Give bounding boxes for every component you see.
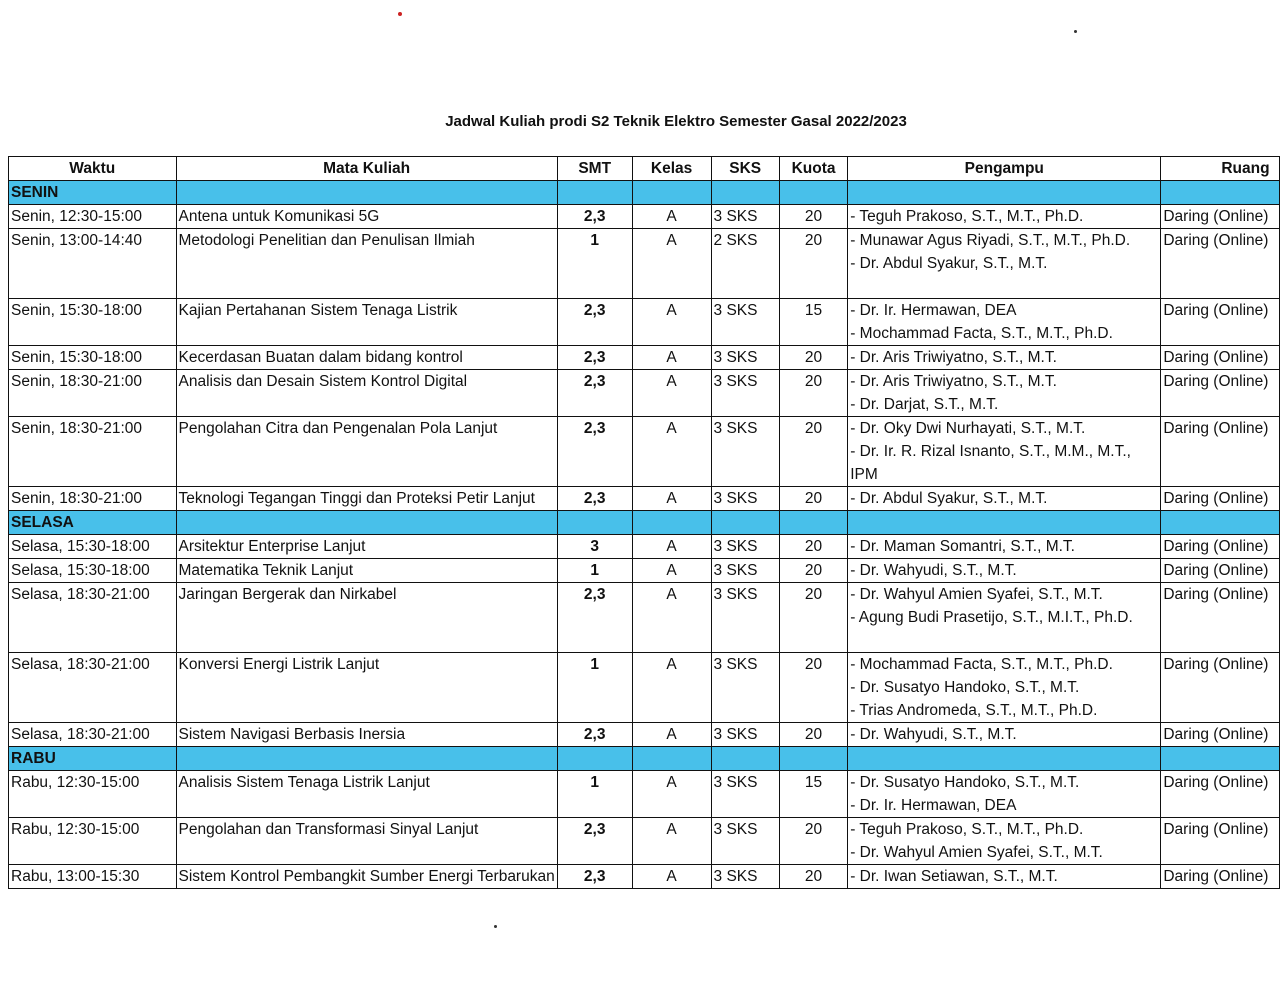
cell-kuota: 20 bbox=[779, 205, 847, 229]
day-label: SENIN bbox=[9, 181, 177, 205]
cell-kelas: A bbox=[632, 487, 711, 511]
cell-ruang: Daring (Online) bbox=[1161, 535, 1280, 559]
cell-sks: 3 SKS bbox=[711, 723, 779, 747]
cell-pengampu bbox=[848, 487, 1161, 511]
cell-sks: 3 SKS bbox=[711, 487, 779, 511]
pengampu-line: - Dr. Ir. R. Rizal Isnanto, S.T., M.M., M.T., bbox=[850, 443, 1131, 460]
cell-kelas: A bbox=[632, 417, 711, 487]
cell-pengampu bbox=[848, 346, 1161, 370]
table-row bbox=[9, 771, 1280, 818]
cell-kelas: A bbox=[632, 229, 711, 299]
cell-pengampu bbox=[848, 771, 1161, 818]
col-header-mata-kuliah: Mata Kuliah bbox=[176, 157, 557, 181]
page-title: Jadwal Kuliah prodi S2 Teknik Elektro Semester Gasal 2022/2023 bbox=[445, 113, 907, 130]
col-header-smt: SMT bbox=[557, 157, 632, 181]
pengampu-line: - Dr. Wahyul Amien Syafei, S.T., M.T. bbox=[850, 586, 1103, 603]
day-row-cell bbox=[711, 181, 779, 205]
scan-speck bbox=[494, 925, 497, 928]
pengampu-line: - Dr. Wahyudi, S.T., M.T. bbox=[850, 562, 1017, 579]
col-header-ruang: Ruang bbox=[1161, 157, 1280, 181]
cell-ruang: Daring (Online) bbox=[1161, 417, 1280, 487]
cell-kelas: A bbox=[632, 535, 711, 559]
pengampu-line: - Teguh Prakoso, S.T., M.T., Ph.D. bbox=[850, 208, 1084, 225]
cell-kelas: A bbox=[632, 299, 711, 346]
pengampu-line: IPM bbox=[850, 466, 878, 483]
col-header-kelas: Kelas bbox=[632, 157, 711, 181]
cell-pengampu bbox=[848, 205, 1161, 229]
cell-pengampu bbox=[848, 583, 1161, 653]
cell-sks: 3 SKS bbox=[711, 583, 779, 653]
cell-waktu: Selasa, 18:30-21:00 bbox=[9, 653, 177, 723]
cell-mata-kuliah: Analisis dan Desain Sistem Kontrol Digital bbox=[176, 370, 557, 417]
pengampu-line: - Dr. Aris Triwiyatno, S.T., M.T. bbox=[850, 349, 1057, 366]
cell-smt: 2,3 bbox=[557, 299, 632, 346]
cell-kuota: 20 bbox=[779, 370, 847, 417]
scan-speck bbox=[398, 12, 402, 16]
cell-kelas: A bbox=[632, 559, 711, 583]
cell-smt: 3 bbox=[557, 535, 632, 559]
cell-ruang: Daring (Online) bbox=[1161, 205, 1280, 229]
cell-sks: 3 SKS bbox=[711, 818, 779, 865]
cell-kelas: A bbox=[632, 370, 711, 417]
day-row-senin bbox=[9, 181, 1280, 205]
table-row bbox=[9, 417, 1280, 487]
cell-pengampu bbox=[848, 299, 1161, 346]
cell-waktu: Selasa, 18:30-21:00 bbox=[9, 723, 177, 747]
cell-mata-kuliah: Kajian Pertahanan Sistem Tenaga Listrik bbox=[176, 299, 557, 346]
cell-kuota: 15 bbox=[779, 299, 847, 346]
table-row bbox=[9, 205, 1280, 229]
cell-pengampu bbox=[848, 653, 1161, 723]
day-row-cell bbox=[1161, 747, 1280, 771]
cell-mata-kuliah: Teknologi Tegangan Tinggi dan Proteksi Petir Lanjut bbox=[176, 487, 557, 511]
day-row-cell bbox=[176, 747, 557, 771]
day-row-cell bbox=[779, 511, 847, 535]
pengampu-line: - Dr. Wahyul Amien Syafei, S.T., M.T. bbox=[850, 844, 1103, 861]
cell-ruang: Daring (Online) bbox=[1161, 487, 1280, 511]
pengampu-line: - Dr. Maman Somantri, S.T., M.T. bbox=[850, 538, 1075, 555]
cell-mata-kuliah: Jaringan Bergerak dan Nirkabel bbox=[176, 583, 557, 653]
header-row bbox=[9, 157, 1280, 181]
day-row-cell bbox=[1161, 511, 1280, 535]
cell-kelas: A bbox=[632, 771, 711, 818]
cell-sks: 3 SKS bbox=[711, 417, 779, 487]
cell-sks: 3 SKS bbox=[711, 299, 779, 346]
cell-smt: 2,3 bbox=[557, 818, 632, 865]
cell-mata-kuliah: Matematika Teknik Lanjut bbox=[176, 559, 557, 583]
cell-smt: 2,3 bbox=[557, 205, 632, 229]
cell-kelas: A bbox=[632, 818, 711, 865]
cell-smt: 1 bbox=[557, 653, 632, 723]
day-row-cell bbox=[711, 511, 779, 535]
table-row bbox=[9, 370, 1280, 417]
cell-waktu: Senin, 18:30-21:00 bbox=[9, 417, 177, 487]
cell-ruang: Daring (Online) bbox=[1161, 583, 1280, 653]
cell-kuota: 20 bbox=[779, 723, 847, 747]
cell-pengampu bbox=[848, 818, 1161, 865]
cell-mata-kuliah: Antena untuk Komunikasi 5G bbox=[176, 205, 557, 229]
cell-mata-kuliah: Konversi Energi Listrik Lanjut bbox=[176, 653, 557, 723]
cell-ruang: Daring (Online) bbox=[1161, 370, 1280, 417]
cell-mata-kuliah: Sistem Kontrol Pembangkit Sumber Energi Terbarukan bbox=[176, 865, 557, 889]
pengampu-line: - Dr. Abdul Syakur, S.T., M.T. bbox=[850, 255, 1048, 272]
cell-ruang: Daring (Online) bbox=[1161, 818, 1280, 865]
col-header-sks: SKS bbox=[711, 157, 779, 181]
cell-pengampu bbox=[848, 723, 1161, 747]
cell-sks: 3 SKS bbox=[711, 535, 779, 559]
cell-waktu: Senin, 12:30-15:00 bbox=[9, 205, 177, 229]
day-row-cell bbox=[632, 181, 711, 205]
scan-speck bbox=[1074, 30, 1077, 33]
cell-sks: 3 SKS bbox=[711, 559, 779, 583]
pengampu-line: - Dr. Ir. Hermawan, DEA bbox=[850, 797, 1017, 814]
cell-sks: 3 SKS bbox=[711, 865, 779, 889]
day-row-cell bbox=[557, 511, 632, 535]
cell-mata-kuliah: Arsitektur Enterprise Lanjut bbox=[176, 535, 557, 559]
day-row-cell bbox=[557, 747, 632, 771]
cell-ruang: Daring (Online) bbox=[1161, 346, 1280, 370]
cell-sks: 3 SKS bbox=[711, 653, 779, 723]
pengampu-line: - Dr. Aris Triwiyatno, S.T., M.T. bbox=[850, 373, 1057, 390]
day-label: RABU bbox=[9, 747, 177, 771]
cell-waktu: Rabu, 13:00-15:30 bbox=[9, 865, 177, 889]
cell-smt: 2,3 bbox=[557, 865, 632, 889]
pengampu-line: - Mochammad Facta, S.T., M.T., Ph.D. bbox=[850, 325, 1113, 342]
table-row bbox=[9, 487, 1280, 511]
pengampu-line: - Dr. Susatyo Handoko, S.T., M.T. bbox=[850, 679, 1080, 696]
table-row bbox=[9, 723, 1280, 747]
pengampu-line: - Dr. Oky Dwi Nurhayati, S.T., M.T. bbox=[850, 420, 1086, 437]
cell-kelas: A bbox=[632, 865, 711, 889]
cell-kelas: A bbox=[632, 205, 711, 229]
cell-kelas: A bbox=[632, 723, 711, 747]
cell-waktu: Selasa, 15:30-18:00 bbox=[9, 535, 177, 559]
col-header-waktu: Waktu bbox=[9, 157, 177, 181]
cell-ruang: Daring (Online) bbox=[1161, 723, 1280, 747]
pengampu-line: - Munawar Agus Riyadi, S.T., M.T., Ph.D. bbox=[850, 232, 1131, 249]
cell-kuota: 20 bbox=[779, 559, 847, 583]
day-row-cell bbox=[779, 747, 847, 771]
table-row bbox=[9, 653, 1280, 723]
cell-kelas: A bbox=[632, 346, 711, 370]
cell-kuota: 20 bbox=[779, 583, 847, 653]
day-label: SELASA bbox=[9, 511, 177, 535]
table-row bbox=[9, 818, 1280, 865]
day-row-cell bbox=[848, 181, 1161, 205]
pengampu-line: - Dr. Iwan Setiawan, S.T., M.T. bbox=[850, 868, 1058, 885]
cell-kelas: A bbox=[632, 583, 711, 653]
day-row-cell bbox=[176, 511, 557, 535]
cell-ruang: Daring (Online) bbox=[1161, 299, 1280, 346]
cell-sks: 3 SKS bbox=[711, 771, 779, 818]
pengampu-line: - Dr. Ir. Hermawan, DEA bbox=[850, 302, 1017, 319]
cell-mata-kuliah: Pengolahan Citra dan Pengenalan Pola Lanjut bbox=[176, 417, 557, 487]
cell-smt: 2,3 bbox=[557, 346, 632, 370]
cell-sks: 2 SKS bbox=[711, 229, 779, 299]
cell-smt: 1 bbox=[557, 771, 632, 818]
pengampu-line: - Dr. Darjat, S.T., M.T. bbox=[850, 396, 999, 413]
pengampu-line: - Mochammad Facta, S.T., M.T., Ph.D. bbox=[850, 656, 1113, 673]
day-row-cell bbox=[848, 511, 1161, 535]
day-row-cell bbox=[779, 181, 847, 205]
cell-sks: 3 SKS bbox=[711, 370, 779, 417]
col-header-kuota: Kuota bbox=[779, 157, 847, 181]
cell-sks: 3 SKS bbox=[711, 205, 779, 229]
cell-ruang: Daring (Online) bbox=[1161, 865, 1280, 889]
cell-mata-kuliah: Metodologi Penelitian dan Penulisan Ilmiah bbox=[176, 229, 557, 299]
cell-smt: 1 bbox=[557, 559, 632, 583]
cell-kuota: 20 bbox=[779, 487, 847, 511]
pengampu-line: - Dr. Abdul Syakur, S.T., M.T. bbox=[850, 490, 1048, 507]
cell-smt: 1 bbox=[557, 229, 632, 299]
cell-kuota: 20 bbox=[779, 865, 847, 889]
table-row bbox=[9, 535, 1280, 559]
cell-pengampu bbox=[848, 865, 1161, 889]
table-row bbox=[9, 229, 1280, 299]
day-row-rabu bbox=[9, 747, 1280, 771]
col-header-pengampu: Pengampu bbox=[848, 157, 1161, 181]
table-row bbox=[9, 346, 1280, 370]
cell-smt: 2,3 bbox=[557, 487, 632, 511]
day-row-cell bbox=[711, 747, 779, 771]
cell-waktu: Senin, 15:30-18:00 bbox=[9, 346, 177, 370]
day-row-cell bbox=[848, 747, 1161, 771]
cell-ruang: Daring (Online) bbox=[1161, 229, 1280, 299]
cell-kelas: A bbox=[632, 653, 711, 723]
schedule-body bbox=[9, 181, 1280, 889]
cell-sks: 3 SKS bbox=[711, 346, 779, 370]
table-row bbox=[9, 559, 1280, 583]
cell-waktu: Senin, 18:30-21:00 bbox=[9, 370, 177, 417]
day-row-cell bbox=[557, 181, 632, 205]
cell-smt: 2,3 bbox=[557, 583, 632, 653]
cell-kuota: 20 bbox=[779, 535, 847, 559]
table-row bbox=[9, 299, 1280, 346]
cell-waktu: Selasa, 18:30-21:00 bbox=[9, 583, 177, 653]
cell-kuota: 20 bbox=[779, 346, 847, 370]
day-row-cell bbox=[176, 181, 557, 205]
table-row bbox=[9, 865, 1280, 889]
cell-ruang: Daring (Online) bbox=[1161, 559, 1280, 583]
cell-pengampu bbox=[848, 559, 1161, 583]
cell-mata-kuliah: Analisis Sistem Tenaga Listrik Lanjut bbox=[176, 771, 557, 818]
pengampu-line: - Agung Budi Prasetijo, S.T., M.I.T., Ph.D. bbox=[850, 609, 1133, 626]
cell-pengampu bbox=[848, 229, 1161, 299]
pengampu-line: - Dr. Wahyudi, S.T., M.T. bbox=[850, 726, 1017, 743]
cell-waktu: Rabu, 12:30-15:00 bbox=[9, 818, 177, 865]
cell-kuota: 20 bbox=[779, 818, 847, 865]
day-row-selasa bbox=[9, 511, 1280, 535]
cell-mata-kuliah: Pengolahan dan Transformasi Sinyal Lanjut bbox=[176, 818, 557, 865]
cell-pengampu bbox=[848, 417, 1161, 487]
day-row-cell bbox=[632, 747, 711, 771]
cell-smt: 2,3 bbox=[557, 370, 632, 417]
cell-ruang: Daring (Online) bbox=[1161, 653, 1280, 723]
cell-mata-kuliah: Kecerdasan Buatan dalam bidang kontrol bbox=[176, 346, 557, 370]
cell-kuota: 20 bbox=[779, 653, 847, 723]
cell-smt: 2,3 bbox=[557, 723, 632, 747]
pengampu-line: - Trias Andromeda, S.T., M.T., Ph.D. bbox=[850, 702, 1098, 719]
schedule-table bbox=[8, 156, 1280, 889]
day-row-cell bbox=[632, 511, 711, 535]
cell-kuota: 15 bbox=[779, 771, 847, 818]
cell-kuota: 20 bbox=[779, 417, 847, 487]
pengampu-line: - Dr. Susatyo Handoko, S.T., M.T. bbox=[850, 774, 1080, 791]
cell-ruang: Daring (Online) bbox=[1161, 771, 1280, 818]
cell-waktu: Rabu, 12:30-15:00 bbox=[9, 771, 177, 818]
cell-waktu: Senin, 18:30-21:00 bbox=[9, 487, 177, 511]
table-row bbox=[9, 583, 1280, 653]
cell-pengampu bbox=[848, 535, 1161, 559]
cell-smt: 2,3 bbox=[557, 417, 632, 487]
cell-mata-kuliah: Sistem Navigasi Berbasis Inersia bbox=[176, 723, 557, 747]
cell-waktu: Senin, 15:30-18:00 bbox=[9, 299, 177, 346]
day-row-cell bbox=[1161, 181, 1280, 205]
cell-waktu: Senin, 13:00-14:40 bbox=[9, 229, 177, 299]
pengampu-line: - Teguh Prakoso, S.T., M.T., Ph.D. bbox=[850, 821, 1084, 838]
cell-pengampu bbox=[848, 370, 1161, 417]
cell-kuota: 20 bbox=[779, 229, 847, 299]
cell-waktu: Selasa, 15:30-18:00 bbox=[9, 559, 177, 583]
